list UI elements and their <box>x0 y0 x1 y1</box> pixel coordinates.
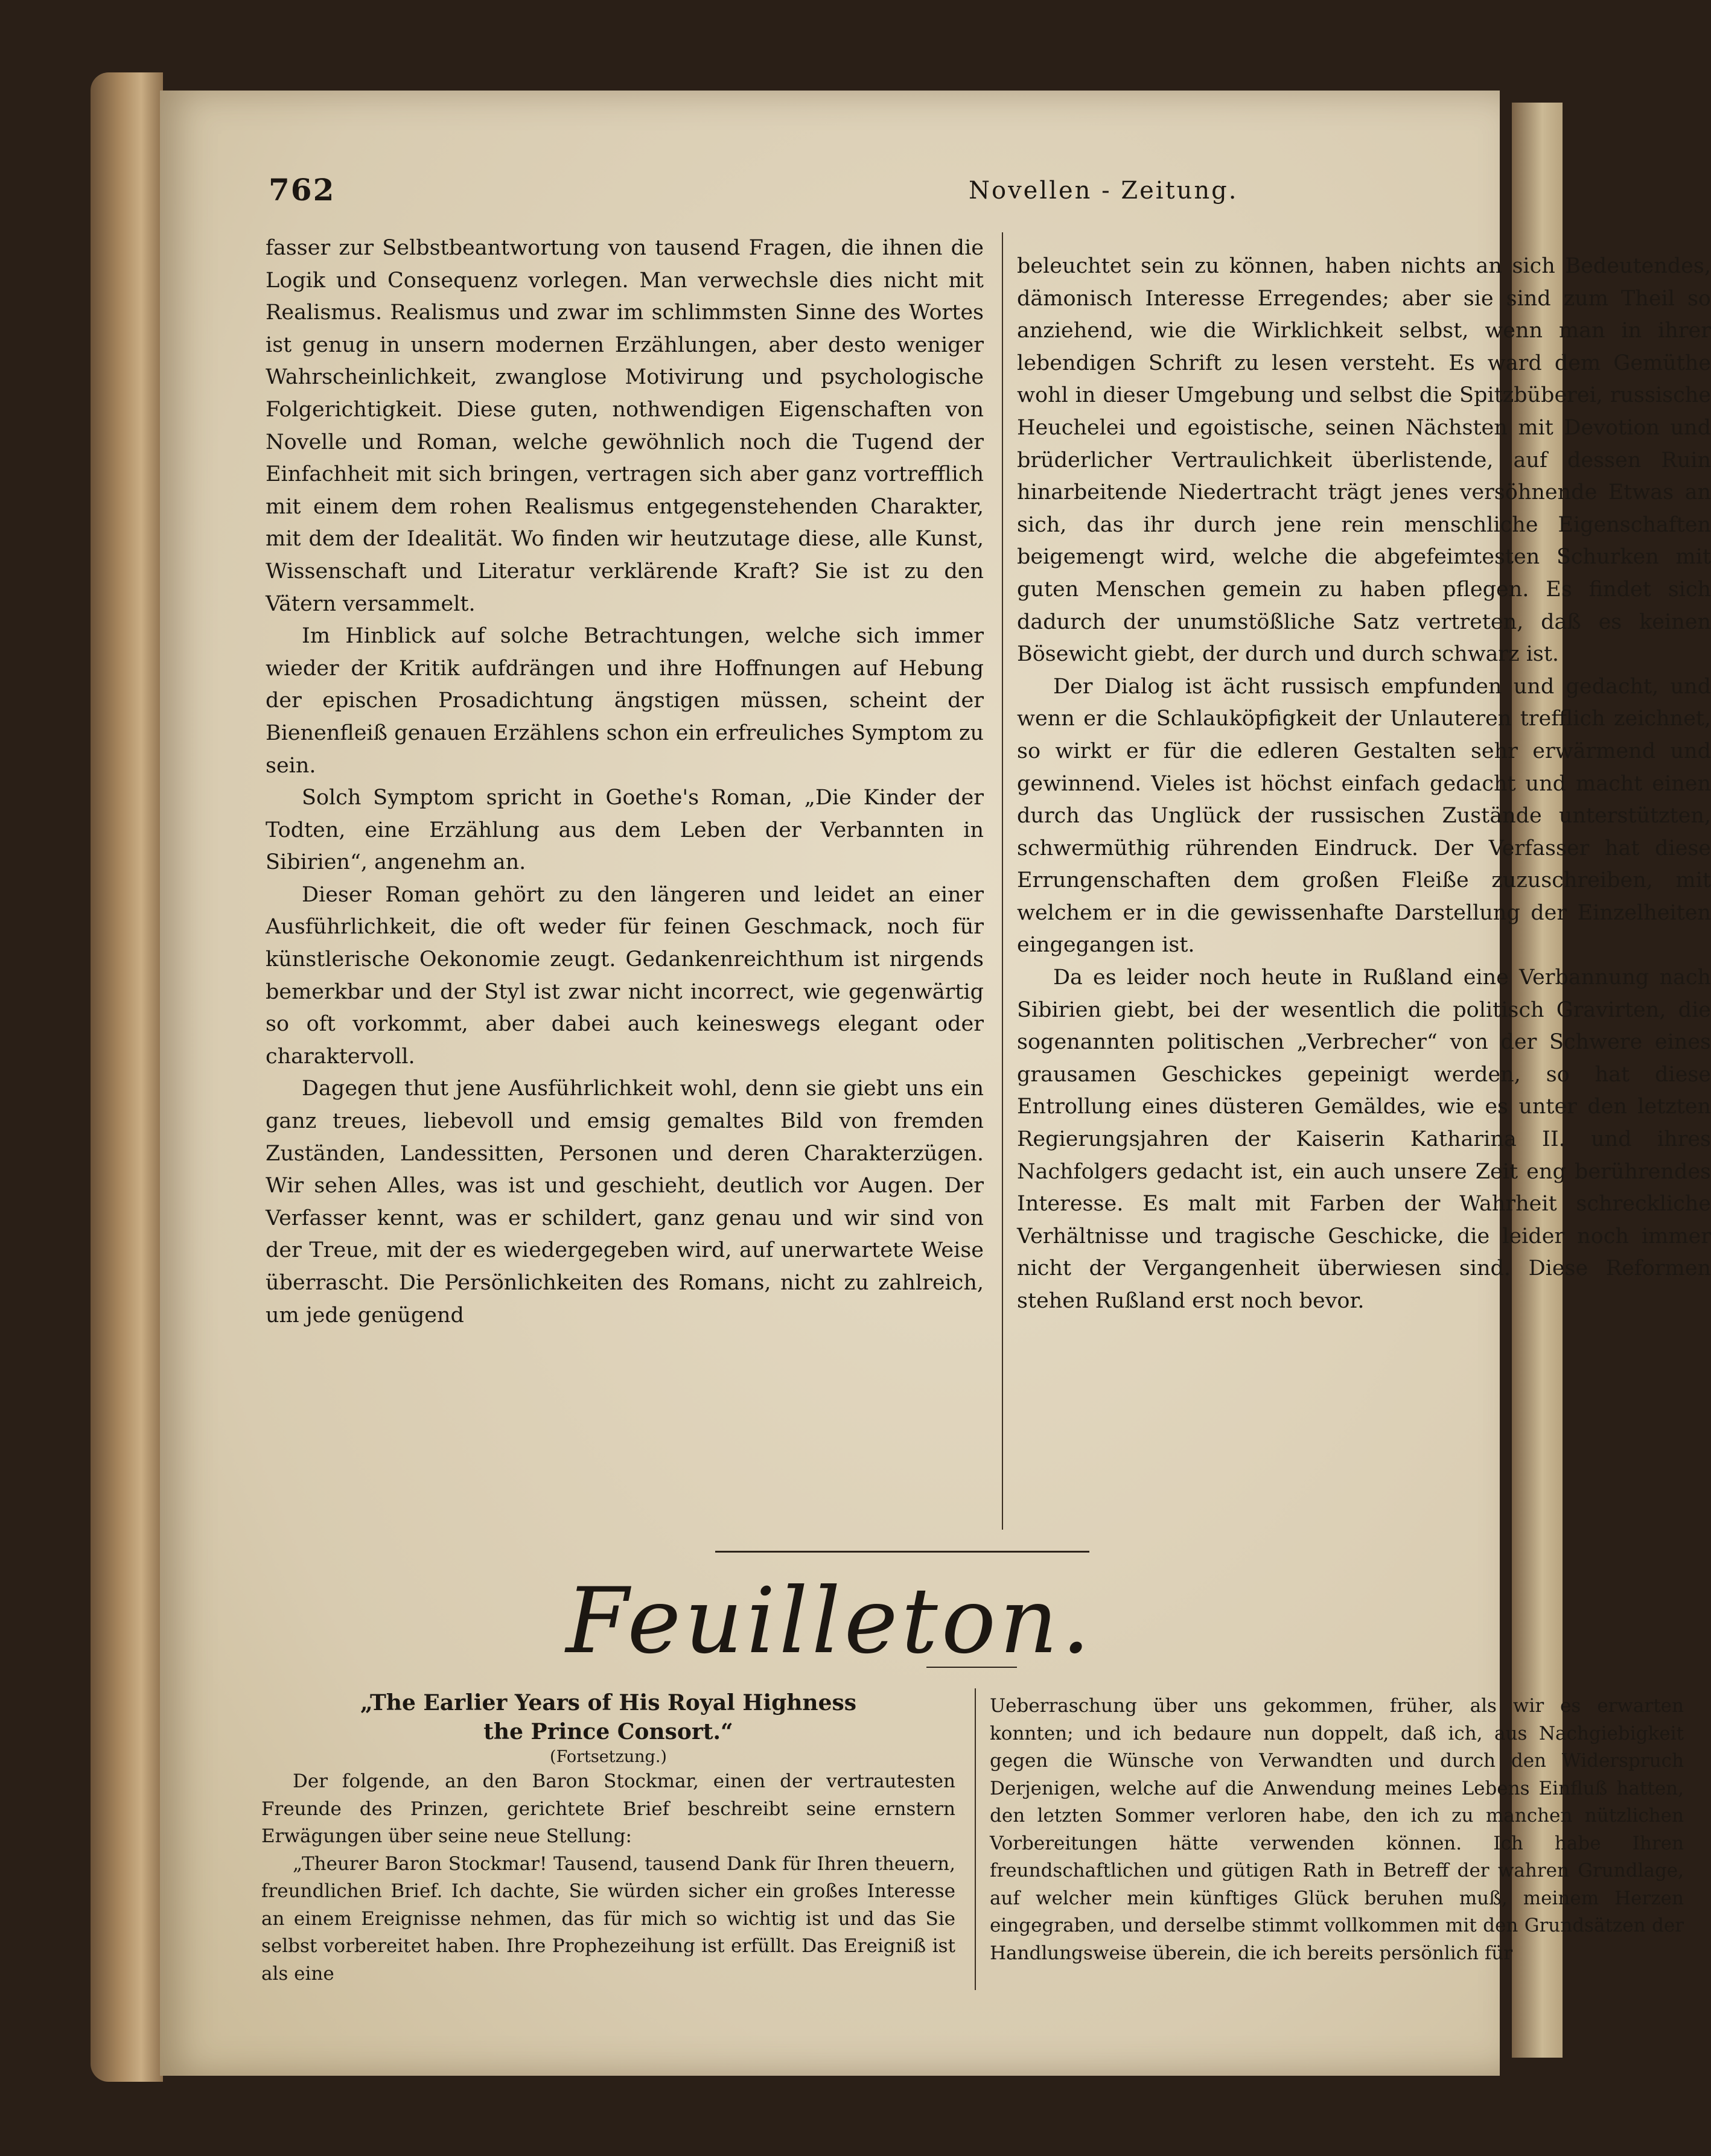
paragraph: Im Hinblick auf solche Betrachtungen, welche sich immer wieder der Kritik aufdrängen und ihre Hoffnungen auf Hebung der epischen Prosadichtung ängstigen müssen, scheint der Bienenfleiß genauen Erzählens schon ein erfreuliches Symptom zu sein. <box>266 624 984 778</box>
book-page <box>160 91 1711 2076</box>
right-column <box>1017 250 1711 1318</box>
article-subtitle: (Fortsetzung.) <box>550 1747 667 1766</box>
article-title-line-1: „The Earlier Years of His Royal Highness <box>360 1690 857 1716</box>
feuilleton-right-column <box>990 1693 1684 1967</box>
page-number: 762 <box>269 172 336 208</box>
paragraph: „Theurer Baron Stockmar! Tausend, tausend Dank für Ihren theuern, freundlichen Brief. Ich dachte, Sie würden sicher ein großes Interesse an einem Ereignisse nehmen, das für mich so wichtig ist und das Sie selbst vorbereitet haben. Ihre Prophezeihung ist erfüllt. Das Ereigniß ist als eine <box>261 1852 955 1985</box>
page-header <box>269 172 1415 214</box>
paragraph: Ueberraschung über uns gekommen, früher, als wir es erwarten konnten; und ich bedaure nun doppelt, daß ich, aus Nachgiebigkeit gegen die Wünsche von Verwandten und durch den Widerspruch Derjenigen, welche auf die Anwendung meines Lebens Einfluß hatten, den letzten Sommer verloren habe, den ich zu manchen nützlichen Vorbereitungen hätte verwenden können. Ich habe Ihren freundschaftlichen und gütigen Rath in Betreff der wahren Grundlage, auf welcher mein künftiges Glück beruhen muß, meinem Herzen eingegraben, und derselbe stimmt vollkommen mit den Grundsätzen der Handlungsweise überein, die ich bereits persönlich für <box>990 1695 1684 1964</box>
paragraph: Der folgende, an den Baron Stockmar, einen der vertrautesten Freunde des Prinzen, gerichtete Brief beschreibt seine ernstern Erwägungen über seine neue Stellung: <box>261 1770 955 1847</box>
paragraph: fasser zur Selbstbeantwortung von tausend Fragen, die ihnen die Logik und Consequenz vorlegen. Man verwechsle dies nicht mit Realismus. Realismus und zwar im schlimmsten Sinne des Wortes ist genug in unsern modernen Erzählungen, aber desto weniger Wahrscheinlichkeit, zwanglose Motivirung und psychologische Folgerichtigkeit. Diese guten, nothwendigen Eigenschaften von Novelle und Roman, welche gewöhnlich noch die Tugend der Einfachheit mit sich bringen, vertragen sich aber ganz vortrefflich mit einem dem rohen Realismus entgegenstehenden Charakter, mit dem der Idealität. Wo finden wir heutzutage diese, alle Kunst, Wissenschaft und Literatur verklärende Kraft? Sie ist zu den Vätern versammelt. <box>266 236 984 616</box>
running-head: Novellen - Zeitung. <box>969 177 1238 205</box>
feuilleton-column-divider <box>975 1688 976 1990</box>
paragraph: Da es leider noch heute in Rußland eine Verbannung nach Sibirien giebt, bei der wesentlich die politisch Gravirten, die sogenannten politischen „Verbrecher“ von der Schwere eines grausamen Geschickes gepeinigt werden, so hat diese Entrollung eines düsteren Gemäldes, wie es unter den letzten Regierungsjahren der Kaiserin Katharina II. und ihres Nachfolgers gedacht ist, ein auch unsere Zeit eng berührendes Interesse. Es malt mit Farben der Wahrheit schreckliche Verhältnisse und tragische Geschicke, die leider noch immer nicht der Vergangenheit überwiesen sind. Diese Reformen stehen Rußland erst noch bevor. <box>1017 965 1711 1313</box>
section-title: Feuilleton. <box>566 1569 1094 1674</box>
section-rule <box>715 1551 1089 1553</box>
paragraph: beleuchtet sein zu können, haben nichts an sich Bedeutendes, dämonisch Interesse Erregendes; aber sie sind zum Theil so anziehend, wie die Wirklichkeit selbst, wenn man in ihrer lebendigen Schrift zu lesen versteht. Es ward dem Gemüthe wohl in dieser Umgebung und selbst die Spitzbüberei, russische Heuchelei und egoistische, seinen Nächsten mit Devotion und brüderlicher Vertraulichkeit überlistende, auf dessen Ruin hinarbeitende Niedertracht trägt jenes versöhnende Etwas an sich, das ihr durch jene rein menschliche Eigenschaften beigemengt wird, welche die abgefeimtesten Schurken mit guten Menschen gemein zu haben pflegen. Es findet sich dadurch der unumstößliche Satz vertreten, daß es keinen Bösewicht giebt, der durch und durch schwarz ist. <box>1017 254 1711 667</box>
paragraph: Dagegen thut jene Ausführlichkeit wohl, denn sie giebt uns ein ganz treues, liebevoll und emsig gemaltes Bild von fremden Zuständen, Landessitten, Personen und deren Charakterzügen. Wir sehen Alles, was ist und geschieht, deutlich vor Augen. Der Verfasser kennt, was er schildert, ganz genau und wir sind von der Treue, mit der es wiedergegeben wird, auf unerwartete Weise überrascht. Die Persönlichkeiten des Romans, nicht zu zahlreich, um jede genügend <box>266 1076 984 1328</box>
paragraph: Dieser Roman gehört zu den längeren und leidet an einer Ausführlichkeit, die oft weder für feinen Geschmack, noch für künstlerische Oekonomie zeugt. Gedankenreichthum ist nirgends bemerkbar und der Styl ist zwar nicht incorrect, wie gegenwärtig so oft vorkommt, aber dabei auch keineswegs elegant oder charaktervoll. <box>266 882 984 1069</box>
title-ornament <box>926 1667 1017 1673</box>
book-spine-edge <box>91 72 163 2082</box>
article-title-line-2: the Prince Consort.“ <box>483 1719 733 1744</box>
paragraph: Solch Symptom spricht in Goethe's Roman, „Die Kinder der Todten, eine Erzählung aus dem Leben der Verbannten in Sibirien“, angenehm an. <box>266 786 984 875</box>
left-column <box>266 232 984 1332</box>
paragraph: Der Dialog ist ächt russisch empfunden und gedacht, und wenn er die Schlauköpfigkeit der Unlauteren trefflich zeichnet, so wirkt er für die edleren Gestalten sehr erwärmend und gewinnend. Vieles ist höchst einfach gedacht und macht einen durch das Unglück der russischen Zustände unterstützten, schwermüthig rührenden Eindruck. Der Verfasser hat diese Errungenschaften dem großen Fleiße zuzuschreiben, mit welchem er in die gewissenhafte Darstellung der Einzelheiten eingegangen ist. <box>1017 674 1711 958</box>
column-divider <box>1002 232 1003 1530</box>
feuilleton-left-column <box>261 1688 955 1988</box>
